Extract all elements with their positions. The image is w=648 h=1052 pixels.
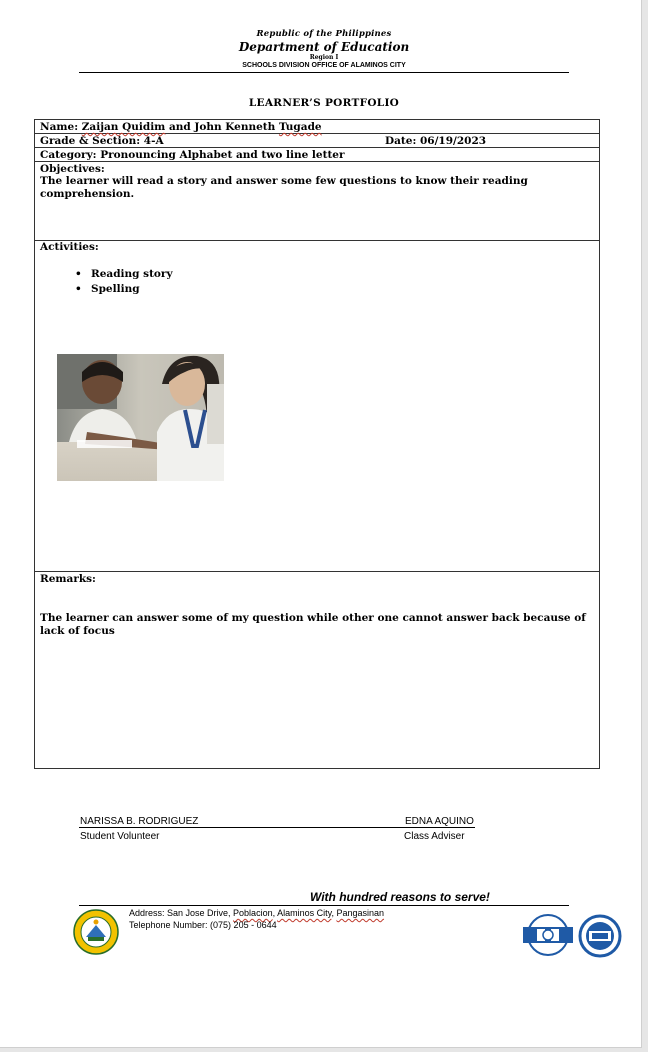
address-province: Pangasinan (336, 908, 385, 918)
address-sep: , (272, 908, 278, 918)
tuv-certification-icon (523, 913, 573, 957)
address-city: Alaminos City (277, 908, 332, 918)
activities-list (75, 267, 173, 296)
volunteer-name: NARISSA B. RODRIGUEZ (80, 816, 199, 827)
date-field: Date: 06/19/2023 (385, 135, 487, 147)
activity-item: • Reading story (75, 267, 173, 282)
footer-telephone: Telephone Number: (075) 205 - 0644 (129, 920, 277, 930)
volunteer-role: Student Volunteer (80, 831, 160, 842)
activities-label: Activities: (40, 241, 99, 253)
name-last: Tugade (278, 121, 322, 133)
header-department: Department of Education (238, 40, 410, 54)
remarks-label: Remarks: (40, 573, 96, 585)
category-row (35, 148, 599, 162)
category-field: Category: Pronouncing Alphabet and two line letter (40, 149, 345, 161)
grade-section: Grade & Section: 4-A (40, 135, 164, 147)
header-divider (79, 72, 569, 73)
grade-row (35, 134, 599, 148)
signature-line (79, 827, 475, 828)
address-poblacion: Poblacion (233, 908, 273, 918)
remarks-section (35, 572, 599, 769)
learner-photo (57, 354, 224, 481)
activity-item: • Spelling (75, 282, 173, 297)
name-row (35, 120, 599, 134)
objectives-label: Objectives: (40, 163, 105, 175)
remarks-text: The learner can answer some of my question while other one cannot answer back because of lack of focus (40, 612, 586, 637)
header-division: SCHOOLS DIVISION OFFICE OF ALAMINOS CITY (242, 62, 406, 69)
footer-address (129, 908, 384, 918)
name-first: Zaijan Quidim (81, 121, 166, 133)
objectives-text: The learner will read a story and answer some few questions to know their reading comprehension. (40, 175, 528, 200)
name-rest: and John Kenneth (168, 121, 276, 133)
footer-motto: With hundred reasons to serve! (310, 890, 490, 904)
header-region: Region I (309, 54, 339, 61)
iqnet-certification-icon (578, 914, 622, 958)
deped-seal-icon (73, 909, 119, 955)
address-prefix: Address: San Jose Drive, (129, 908, 234, 918)
objectives-section (35, 162, 599, 241)
adviser-role: Class Adviser (404, 831, 465, 842)
header-republic: Republic of the Philippines (256, 29, 392, 39)
learner-photo-image (57, 354, 224, 481)
footer-divider (79, 905, 569, 906)
name-label: Name: (40, 121, 79, 133)
adviser-name: EDNA AQUINO (405, 816, 474, 827)
page-title: LEARNER’S PORTFOLIO (248, 97, 400, 109)
address-sep2: , (331, 908, 337, 918)
